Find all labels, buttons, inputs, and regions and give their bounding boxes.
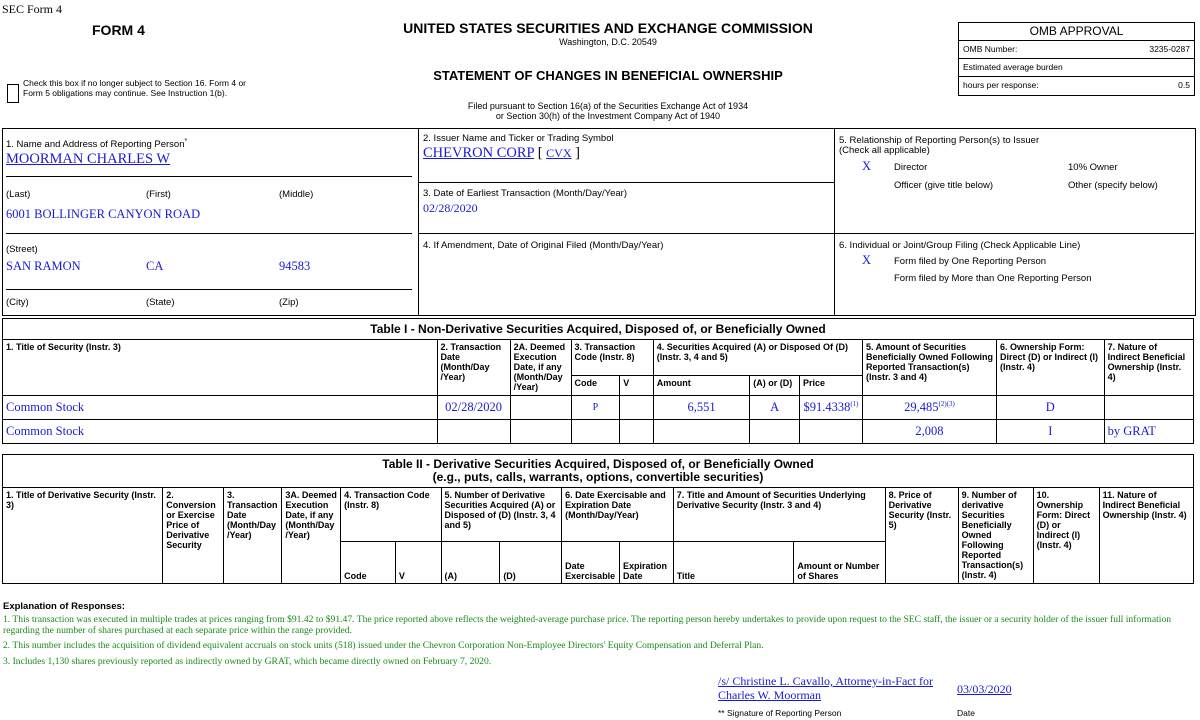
first-label: (First) xyxy=(146,189,171,200)
t2-h-a-sub: (A) xyxy=(441,542,500,584)
t1-h-price-sub: Price xyxy=(799,376,862,396)
signature-label: ** Signature of Reporting Person xyxy=(718,708,842,718)
last-label: (Last) xyxy=(6,189,31,200)
box5-label: 5. Relationship of Reporting Person(s) to Issuer xyxy=(839,135,1040,146)
transaction-code: P xyxy=(571,396,620,420)
amount: 6,551 xyxy=(653,396,749,420)
t1-h-code: 3. Transaction Code (Instr. 8) xyxy=(571,340,653,376)
table1-non-derivative xyxy=(2,318,1194,444)
t1-h-form: 6. Ownership Form: Direct (D) or Indirect (I) (Instr. 4) xyxy=(996,340,1104,396)
t1-h-date: 2. Transaction Date (Month/Day /Year) xyxy=(437,340,510,396)
city-value: SAN RAMON xyxy=(6,259,81,273)
t1-h-deemed: 2A. Deemed Execution Date, if any (Month/Day /Year) xyxy=(510,340,571,396)
footnote-3: 3. Includes 1,130 shares previously reported as indirectly owned by GRAT, which became directly owned on February 7, 2020. xyxy=(3,656,492,667)
box2-label: 2. Issuer Name and Ticker or Trading Symbol xyxy=(423,133,614,144)
t2-h-date: 3. Transaction Date (Month/Day /Year) xyxy=(224,488,282,584)
security-title: Common Stock xyxy=(3,396,438,420)
ownership-nature xyxy=(1104,396,1193,420)
box3-label: 3. Date of Earliest Transaction (Month/Day/Year) xyxy=(423,188,627,199)
zip-value: 94583 xyxy=(279,259,311,273)
t2-h-nature: 11. Nature of Indirect Beneficial Ownership (Instr. 4) xyxy=(1099,488,1193,584)
omb-hours: 0.5 xyxy=(1178,80,1190,90)
t2-h-price: 8. Price of Derivative Security (Instr. 5) xyxy=(885,488,958,584)
box6-label: 6. Individual or Joint/Group Filing (Check Applicable Line) xyxy=(839,240,1081,251)
filed-pursuant-1: Filed pursuant to Section 16(a) of the Securities Exchange Act of 1934 xyxy=(467,101,749,111)
t1-h-nature: 7. Nature of Indirect Beneficial Ownership (Instr. 4) xyxy=(1104,340,1193,396)
t2-h-exp-sub: Expiration Date xyxy=(619,542,673,584)
footnote-1: 1. This transaction was executed in multiple trades at prices ranging from $91.42 to $91.47. The price reported above reflects the weighted-average purchase price. The reporting person hereby undertakes to provide upon request to the SEC staff, the issuer or a security holder of the issuer full information regarding the number of shares purchased at each separate price within the range provided. xyxy=(3,614,1172,636)
t1-h-amount-sub: Amount xyxy=(653,376,749,396)
director-label: Director xyxy=(894,162,928,173)
t1-h-v-sub: V xyxy=(620,376,654,396)
officer-label: Officer (give title below) xyxy=(894,180,994,191)
box1-label: 1. Name and Address of Reporting Person* xyxy=(6,138,188,151)
table2-subtitle: (e.g., puts, calls, warrants, options, convertible securities) xyxy=(432,470,764,484)
t2-h-conversion: 2. Conversion or Exercise Price of Derivative Security xyxy=(163,488,224,584)
omb-number: 3235-0287 xyxy=(1149,44,1190,54)
form-title: FORM 4 xyxy=(92,22,145,38)
t2-h-title-sub: Title xyxy=(673,542,794,584)
table-row xyxy=(3,420,1194,444)
date-label: Date xyxy=(957,708,975,718)
t2-h-title: 1. Title of Derivative Security (Instr. 3) xyxy=(3,488,163,584)
amount xyxy=(653,420,749,444)
omb-burden-label: Estimated average burden xyxy=(959,59,1194,77)
t1-h-acquired: 4. Securities Acquired (A) or Disposed Of (D) (Instr. 3, 4 and 5) xyxy=(653,340,862,376)
signature: /s/ Christine L. Cavallo, Attorney-in-Fact for Charles W. Moorman xyxy=(718,674,933,702)
other-label: Other (specify below) xyxy=(1068,180,1158,191)
filing-more-label: Form filed by More than One Reporting Person xyxy=(894,273,1092,284)
omb-title: OMB APPROVAL xyxy=(959,23,1194,41)
state-label: (State) xyxy=(146,297,175,308)
footnote-2: 2. This number includes the acquisition of dividend equivalent accruals on stock units (518) issued under the Chevron Corporation Non-Employee Directors' Equity Compensation and Deferral Plan. xyxy=(3,640,764,651)
acquired-disposed xyxy=(750,420,800,444)
price: $91.4338$^{(1)}$ xyxy=(799,396,862,420)
t2-h-v-sub: V xyxy=(395,542,441,584)
omb-approval-box xyxy=(958,22,1195,96)
owner10-label: 10% Owner xyxy=(1068,162,1118,173)
issuer-name-link[interactable]: CHEVRON CORP xyxy=(423,145,535,161)
t2-h-owned: 9. Number of derivative Securities Beneficially Owned Following Reported Transaction(s) (Instr. 4) xyxy=(958,488,1033,584)
t2-h-amount-sub: Amount or Number of Shares xyxy=(794,542,885,584)
t2-h-form: 10. Ownership Form: Direct (D) or Indirect (I) (Instr. 4) xyxy=(1033,488,1099,584)
omb-hours-label: hours per response: xyxy=(963,80,1039,90)
t2-h-underlying: 7. Title and Amount of Securities Underlying Derivative Security (Instr. 3 and 4) xyxy=(673,488,885,542)
t1-h-owned: 5. Amount of Securities Beneficially Owned Following Reported Transaction(s) (Instr. 3 and 4) xyxy=(862,340,996,396)
amount-owned: $29,485^{(2)(3)}$ xyxy=(862,396,996,420)
section16-text: Check this box if no longer subject to Section 16. Form 4 or Form 5 obligations may continue. See Instruction 1(b). xyxy=(23,78,247,98)
table-row xyxy=(3,396,1194,420)
zip-label: (Zip) xyxy=(279,297,299,308)
filing-x-mark: X xyxy=(862,253,872,267)
state-value: CA xyxy=(146,259,164,273)
t2-h-number: 5. Number of Derivative Securities Acquired (A) or Disposed of (D) (Instr. 3, 4 and 5) xyxy=(441,488,562,542)
omb-number-label: OMB Number: xyxy=(963,44,1018,54)
middle-label: (Middle) xyxy=(279,189,314,200)
street-value: 6001 BOLLINGER CANYON ROAD xyxy=(6,207,201,221)
t1-h-code-sub: Code xyxy=(571,376,620,396)
t1-h-aord-sub: (A) or (D) xyxy=(750,376,800,396)
director-x-mark: X xyxy=(862,159,872,173)
signature-date: 03/03/2020 xyxy=(957,682,1012,696)
earliest-transaction-date: 02/28/2020 xyxy=(423,201,478,215)
transaction-date xyxy=(437,420,510,444)
box4-label: 4. If Amendment, Date of Original Filed (Month/Day/Year) xyxy=(423,240,664,251)
table2-derivative xyxy=(2,454,1194,584)
agency-city: Washington, D.C. 20549 xyxy=(559,37,657,47)
box5-sub: (Check all applicable) xyxy=(839,145,930,156)
t2-h-d-sub: (D) xyxy=(500,542,562,584)
t2-h-date-ex-sub: Date Exercisable xyxy=(562,542,620,584)
street-label: (Street) xyxy=(6,244,38,255)
section16-checkbox[interactable] xyxy=(7,84,19,103)
filing-one-label: Form filed by One Reporting Person xyxy=(894,256,1047,267)
t2-h-deemed: 3A. Deemed Execution Date, if any (Month/Day /Year) xyxy=(282,488,341,584)
reporting-info-section xyxy=(2,128,1196,316)
transaction-date: 02/28/2020 xyxy=(437,396,510,420)
city-label: (City) xyxy=(6,297,29,308)
agency-title: UNITED STATES SECURITIES AND EXCHANGE COMMISSION xyxy=(403,20,813,36)
table1-title: Table I - Non-Derivative Securities Acquired, Disposed of, or Beneficially Owned xyxy=(3,319,1194,340)
t2-h-code: 4. Transaction Code (Instr. 8) xyxy=(341,488,441,542)
ownership-nature: by GRAT xyxy=(1104,420,1193,444)
transaction-code xyxy=(571,420,620,444)
table2-title: Table II - Derivative Securities Acquired, Disposed of, or Beneficially Owned xyxy=(382,457,814,471)
ownership-form: D xyxy=(996,396,1104,420)
ticker-link[interactable]: CVX xyxy=(546,146,572,160)
amount-owned: 2,008 xyxy=(862,420,996,444)
sec-form-label: SEC Form 4 xyxy=(2,2,63,16)
t1-h-title: 1. Title of Security (Instr. 3) xyxy=(3,340,438,396)
t2-h-exercisable: 6. Date Exercisable and Expiration Date (Month/Day/Year) xyxy=(562,488,674,542)
filed-pursuant-2: or Section 30(h) of the Investment Company Act of 1940 xyxy=(495,111,721,121)
acquired-disposed: A xyxy=(750,396,800,420)
issuer-line: CHEVRON CORP [ CVX ] xyxy=(423,145,580,161)
explanation-heading: Explanation of Responses: xyxy=(3,601,125,612)
t2-h-code-sub: Code xyxy=(341,542,396,584)
reporting-person-name-link[interactable]: MOORMAN CHARLES W xyxy=(6,151,171,167)
statement-title: STATEMENT OF CHANGES IN BENEFICIAL OWNERSHIP xyxy=(433,68,783,83)
price xyxy=(799,420,862,444)
ownership-form: I xyxy=(996,420,1104,444)
security-title: Common Stock xyxy=(3,420,438,444)
